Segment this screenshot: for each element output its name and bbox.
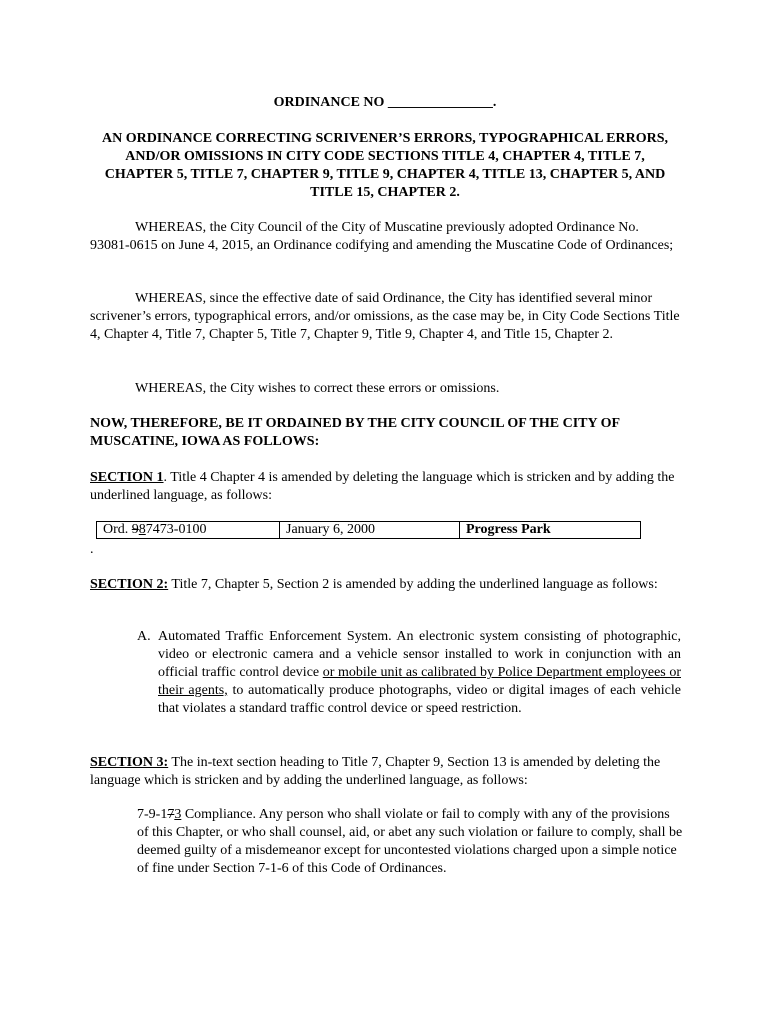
ordinance-number: ORDINANCE NO _______________. [273, 95, 497, 110]
ordinance-table [96, 521, 641, 539]
ordinance-name-cell: Progress Park [460, 522, 641, 539]
section-3-label: SECTION 3: [90, 755, 169, 770]
now-therefore-clause: NOW, THEREFORE, BE IT ORDAINED BY THE CITY COUNCIL OF THE CITY OF MUSCATINE, IOWA AS FOLLOWS: [90, 416, 620, 449]
section-1-label: SECTION 1 [90, 470, 164, 485]
underlined-addition: or mobile unit as calibrated by Police Department employees or their agents, [158, 665, 681, 698]
section-3-paragraph [90, 754, 682, 790]
section-2-label: SECTION 2: [90, 577, 169, 592]
section-2-paragraph [90, 576, 682, 594]
table-row [97, 522, 641, 539]
section-2-text: Title 7, Chapter 5, Section 2 is amended by adding the underlined language as follows: [168, 577, 658, 592]
struck-digit: 9 [131, 522, 139, 537]
ordinance-date-cell: January 6, 2000 [280, 522, 460, 539]
whereas-paragraph-2: WHEREAS, since the effective date of said Ordinance, the City has identified several minor scrivener’s errors, typographical errors, and/or omissions, as the case may be, in City Code Sections Title 4, Chapter 4, Title 7, Chapter 5, Title 7, Chapter 9, Title 9, Chapter 4, and Title 15, Chapter 2. [90, 291, 680, 342]
section-1-text: . Title 4 Chapter 4 is amended by deleting the language which is stricken and by adding the underlined language, as follows: [90, 470, 675, 503]
section-1-paragraph [90, 469, 682, 505]
trailing-period: . [90, 542, 94, 557]
ordinance-title: AN ORDINANCE CORRECTING SCRIVENER’S ERRORS, TYPOGRAPHICAL ERRORS, AND/OR OMISSIONS IN CITY CODE SECTIONS TITLE 4, CHAPTER 4, TITLE 7, CHAPTER 5, TITLE 7, CHAPTER 9, TITLE 9, CHAPTER 4, TITLE 13, CHAPTER 5, AND TITLE 15, CHAPTER 2. [101, 131, 669, 200]
underlined-digit: 3 [174, 807, 182, 822]
whereas-paragraph-1: WHEREAS, the City Council of the City of Muscatine previously adopted Ordinance No. 93081-0615 on June 4, 2015, an Ordinance codifying and amending the Muscatine Code of Ordinances; [90, 220, 674, 253]
list-item-text: Automated Traffic Enforcement System. An electronic system consisting of photographic, video or electronic camera and a vehicle sensor installed to work in conjunction with an official traffic control device or mobile unit as calibrated by Police Department employees or their agents, to automatically produce photographs, video or digital images of each vehicle that violates a standard traffic control device or speed restriction. [158, 629, 682, 716]
whereas-paragraph-3: WHEREAS, the City wishes to correct these errors or omissions. [135, 381, 500, 396]
underlined-digit: 8 [138, 522, 146, 537]
struck-digit: 7 [167, 807, 175, 822]
ordinance-number-cell: Ord. 987473-0100 [97, 522, 280, 539]
list-marker: A. [137, 629, 151, 644]
section-2-list-item [137, 628, 681, 718]
compliance-paragraph: 7-9-173 Compliance. Any person who shall violate or fail to comply with any of the provisions of this Chapter, or who shall counsel, aid, or abet any such violation or failure to comply, shall be deemed guilty of a misdemeanor except for uncontested violations charged upon a simple notice of fine under Section 7-1-6 of this Code of Ordinances. [137, 807, 683, 876]
section-3-text: The in-text section heading to Title 7, Chapter 9, Section 13 is amended by deleting the language which is stricken and by adding the underlined language, as follows: [90, 755, 661, 788]
